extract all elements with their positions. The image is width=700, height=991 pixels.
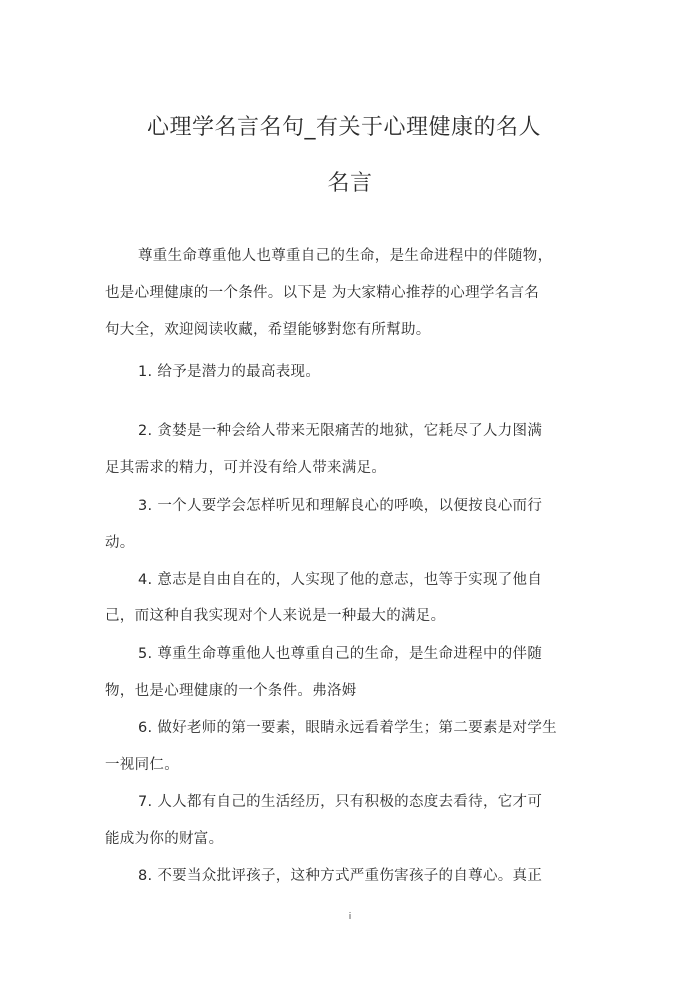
quote-5-line-2: 物，也是心理健康的一个条件。弗洛姆: [105, 683, 357, 699]
quote-8-line-1: 8. 不要当众批评孩子，这种方式严重伤害孩子的自尊心。真正: [138, 868, 543, 884]
quote-7-line-1: 7. 人人都有自己的生活经历，只有积极的态度去看待，它才可: [138, 794, 543, 810]
quote-3-line-2: 动。: [105, 535, 135, 551]
page-title-line-2: 名言: [327, 171, 373, 196]
intro-line-2: 也是心理健康的一个条件。以下是 为大家精心推荐的心理学名言名: [105, 285, 540, 301]
quote-4-line-1: 4. 意志是自由自在的，人实现了他的意志，也等于实现了他自: [138, 572, 543, 588]
intro-line-1: 尊重生命尊重他人也尊重自己的生命，是生命进程中的伴随物，: [138, 248, 553, 264]
page-title-line-1: 心理学名言名句_有关于心理健康的名人: [146, 115, 541, 140]
quote-3-line-1: 3. 一个人要学会怎样听见和理解良心的呼唤，以便按良心而行: [138, 498, 543, 514]
quote-6-line-2: 一视同仁。: [105, 757, 179, 773]
quote-2-line-2: 足其需求的精力，可并没有给人带来满足。: [105, 460, 387, 476]
quote-6-line-1: 6. 做好老师的第一要素，眼睛永远看着学生；第二要素是对学生: [138, 720, 557, 736]
intro-line-3: 句大全，欢迎阅读收藏，希望能够對您有所幫助。: [105, 322, 431, 338]
quote-1-line-1: 1. 给予是潜力的最高表现。: [138, 364, 321, 380]
quote-4-line-2: 己，而这种自我实现对个人来说是一种最大的满足。: [105, 608, 446, 624]
quote-7-line-2: 能成为你的财富。: [105, 831, 224, 847]
page-number: i: [348, 912, 352, 922]
quote-2-line-1: 2. 贪婪是一种会给人带来无限痛苦的地狱，它耗尽了人力图满: [138, 423, 543, 439]
quote-5-line-1: 5. 尊重生命尊重他人也尊重自己的生命，是生命进程中的伴随: [138, 646, 543, 662]
